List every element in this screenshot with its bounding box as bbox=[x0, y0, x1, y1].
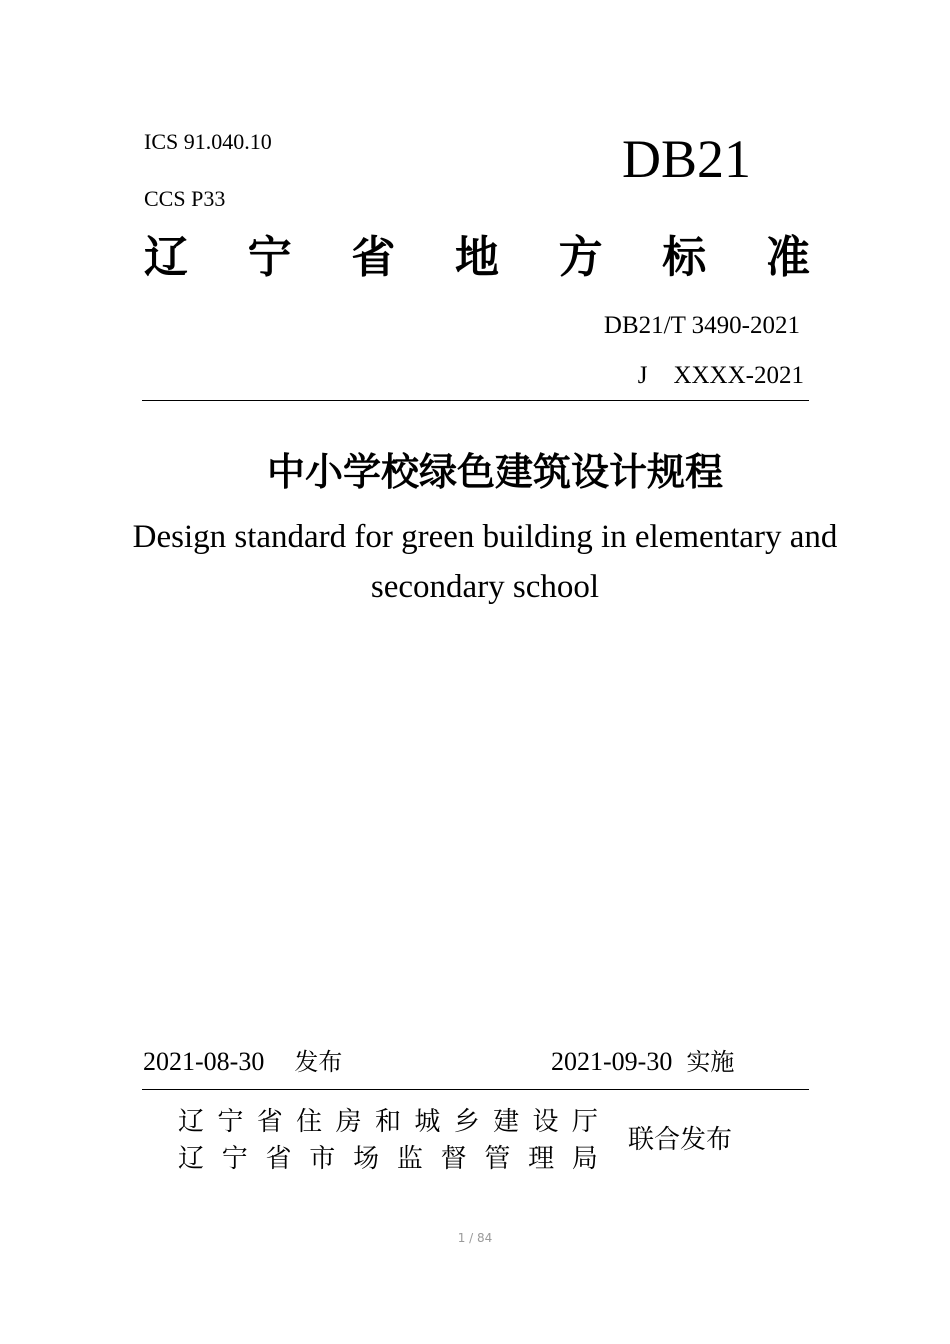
record-value: XXXX-2021 bbox=[673, 362, 804, 389]
agency-char: 宁 bbox=[221, 1144, 248, 1174]
page-indicator: 1 / 84 bbox=[457, 1231, 493, 1245]
agency-char: 厅 bbox=[571, 1107, 598, 1137]
standard-type-char: 地 bbox=[454, 232, 499, 283]
standard-type-char: 方 bbox=[558, 232, 603, 283]
issuer-agency-1 bbox=[178, 1104, 598, 1140]
bottom-divider bbox=[142, 1089, 809, 1090]
implement-date-value: 2021-09-30 bbox=[551, 1047, 673, 1076]
agency-char: 房 bbox=[335, 1107, 362, 1137]
agency-char: 乡 bbox=[453, 1107, 480, 1137]
ccs-code: CCS P33 bbox=[144, 186, 226, 211]
agency-char: 和 bbox=[374, 1107, 401, 1137]
english-title-line2: secondary school bbox=[370, 569, 600, 605]
agency-char: 建 bbox=[493, 1107, 520, 1137]
standard-code-mark: DB21 bbox=[622, 129, 752, 189]
agency-char: 宁 bbox=[217, 1107, 244, 1137]
agency-char: 监 bbox=[396, 1144, 423, 1174]
english-title bbox=[60, 512, 910, 612]
standard-type-char: 宁 bbox=[247, 232, 292, 283]
publish-label: 发布 bbox=[294, 1048, 343, 1076]
joint-publish-label: 联合发布 bbox=[628, 1125, 733, 1155]
implement-date bbox=[551, 1046, 734, 1078]
agency-char: 设 bbox=[532, 1107, 559, 1137]
standard-type-char: 辽 bbox=[144, 232, 188, 283]
standard-number: DB21/T 3490-2021 bbox=[603, 312, 800, 339]
chinese-title: 中小学校绿色建筑设计规程 bbox=[266, 450, 723, 494]
publish-date-value: 2021-08-30 bbox=[143, 1047, 265, 1076]
agency-char: 辽 bbox=[178, 1107, 205, 1137]
top-divider bbox=[142, 400, 809, 401]
ics-code: ICS 91.040.10 bbox=[144, 129, 272, 154]
agency-char: 省 bbox=[265, 1144, 292, 1174]
standard-type-title bbox=[144, 228, 810, 288]
implement-label: 实施 bbox=[686, 1048, 735, 1076]
agency-char: 场 bbox=[353, 1144, 380, 1174]
agency-char: 督 bbox=[440, 1144, 467, 1174]
standard-type-char: 标 bbox=[662, 232, 707, 283]
agency-char: 辽 bbox=[178, 1144, 205, 1174]
standard-type-char: 省 bbox=[351, 232, 396, 283]
agency-char: 省 bbox=[256, 1107, 283, 1137]
standard-type-char: 准 bbox=[765, 232, 810, 283]
record-number bbox=[638, 361, 804, 391]
agency-char: 理 bbox=[528, 1144, 555, 1174]
agency-char: 市 bbox=[309, 1144, 336, 1174]
agency-char: 管 bbox=[484, 1144, 511, 1174]
english-title-line1: Design standard for green building in elementary and bbox=[132, 519, 838, 555]
agency-char: 城 bbox=[414, 1107, 441, 1137]
agency-char: 住 bbox=[296, 1107, 323, 1137]
agency-char: 局 bbox=[571, 1144, 598, 1174]
record-prefix: J bbox=[637, 362, 648, 389]
issuer-agency-2 bbox=[178, 1141, 598, 1177]
publish-date bbox=[143, 1046, 342, 1078]
